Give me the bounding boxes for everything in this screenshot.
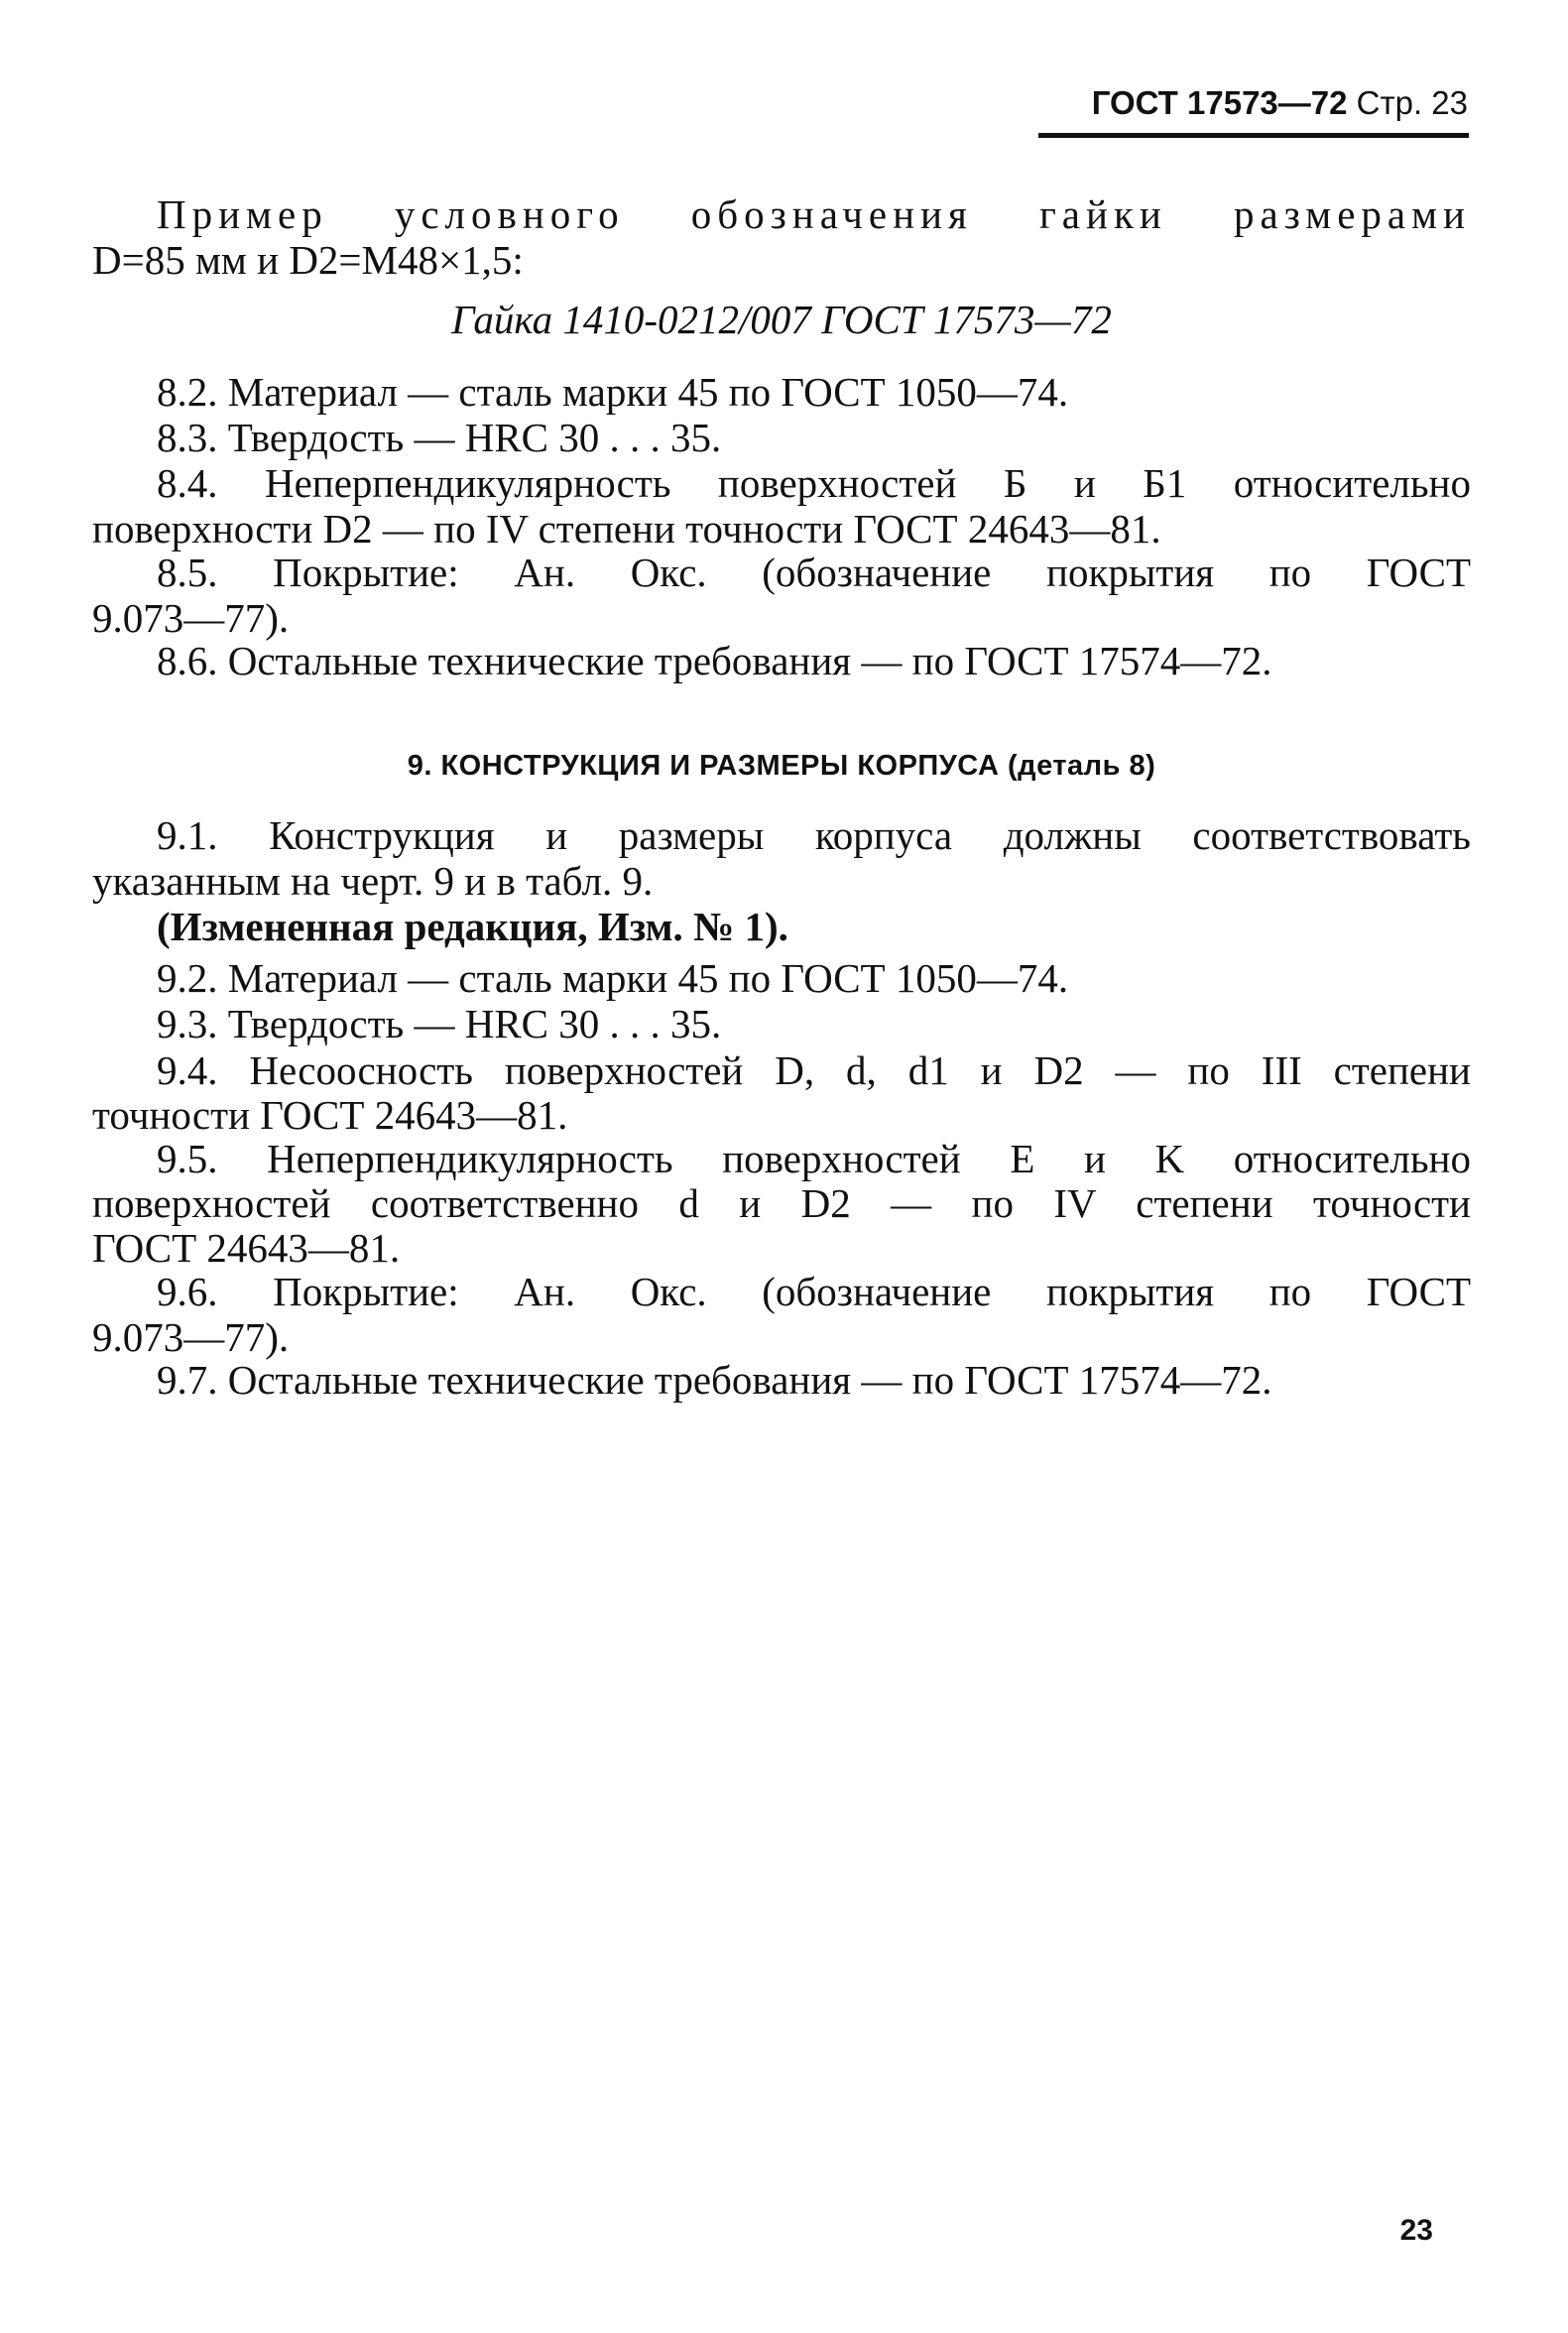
clause-8-5-line1: 8.5. Покрытие: Ан. Окс. (обозначение покрытия по ГОСТ: [157, 550, 1471, 595]
clause-9-4-line1: 9.4. Несоосность поверхностей D, d, d1 и D2 — по III степени: [157, 1047, 1471, 1093]
section-9-heading: 9. КОНСТРУКЦИЯ И РАЗМЕРЫ КОРПУСА (деталь 8): [407, 750, 1156, 782]
standard-code: ГОСТ 17573—72: [1091, 84, 1348, 121]
page-label: Стр. 23: [1356, 84, 1468, 121]
clause-9-4-line2: точности ГОСТ 24643—81.: [92, 1092, 568, 1138]
clause-8-5-line2: 9.073—77).: [92, 595, 290, 641]
clause-8-2: 8.2. Материал — сталь марки 45 по ГОСТ 1050—74.: [157, 369, 1069, 415]
example-intro-line2: D=85 мм и D2=M48×1,5:: [92, 237, 524, 283]
clause-9-1-line2: указанным на черт. 9 и в табл. 9.: [92, 858, 654, 904]
clause-9-1-line1: 9.1. Конструкция и размеры корпуса должны соответствовать: [157, 812, 1471, 858]
clause-8-3: 8.3. Твердость — HRC 30 . . . 35.: [157, 415, 722, 460]
clause-8-4-line2: поверхности D2 — по IV степени точности ГОСТ 24643—81.: [92, 506, 1161, 552]
clause-9-3: 9.3. Твердость — HRC 30 . . . 35.: [157, 1001, 722, 1046]
amendment-note: (Измененная редакция, Изм. № 1).: [157, 904, 788, 949]
running-header: [1031, 83, 1468, 123]
clause-9-7: 9.7. Остальные технические требования — по ГОСТ 17574—72.: [157, 1357, 1272, 1403]
example-designation: Гайка 1410-0212/007 ГОСТ 17573—72: [451, 297, 1112, 342]
clause-8-6: 8.6. Остальные технические требования — по ГОСТ 17574—72.: [157, 638, 1272, 683]
clause-9-5-line2: поверхностей соответственно d и D2 — по IV степени точности: [92, 1180, 1471, 1226]
clause-9-6-line2: 9.073—77).: [92, 1314, 290, 1360]
clause-8-4-line1: 8.4. Неперпендикулярность поверхностей Б и Б1 относительно: [157, 460, 1471, 506]
page-number: 23: [1399, 2214, 1433, 2247]
clause-9-2: 9.2. Материал — сталь марки 45 по ГОСТ 1050—74.: [157, 955, 1069, 1001]
clause-9-5-line3: ГОСТ 24643—81.: [92, 1225, 401, 1271]
header-rule: [1038, 133, 1469, 138]
clause-9-6-line1: 9.6. Покрытие: Ан. Окс. (обозначение покрытия по ГОСТ: [157, 1269, 1471, 1314]
example-intro-line1: Пример условного обозначения гайки размерами: [157, 191, 1471, 237]
clause-9-5-line1: 9.5. Неперпендикулярность поверхностей E и K относительно: [157, 1136, 1471, 1181]
